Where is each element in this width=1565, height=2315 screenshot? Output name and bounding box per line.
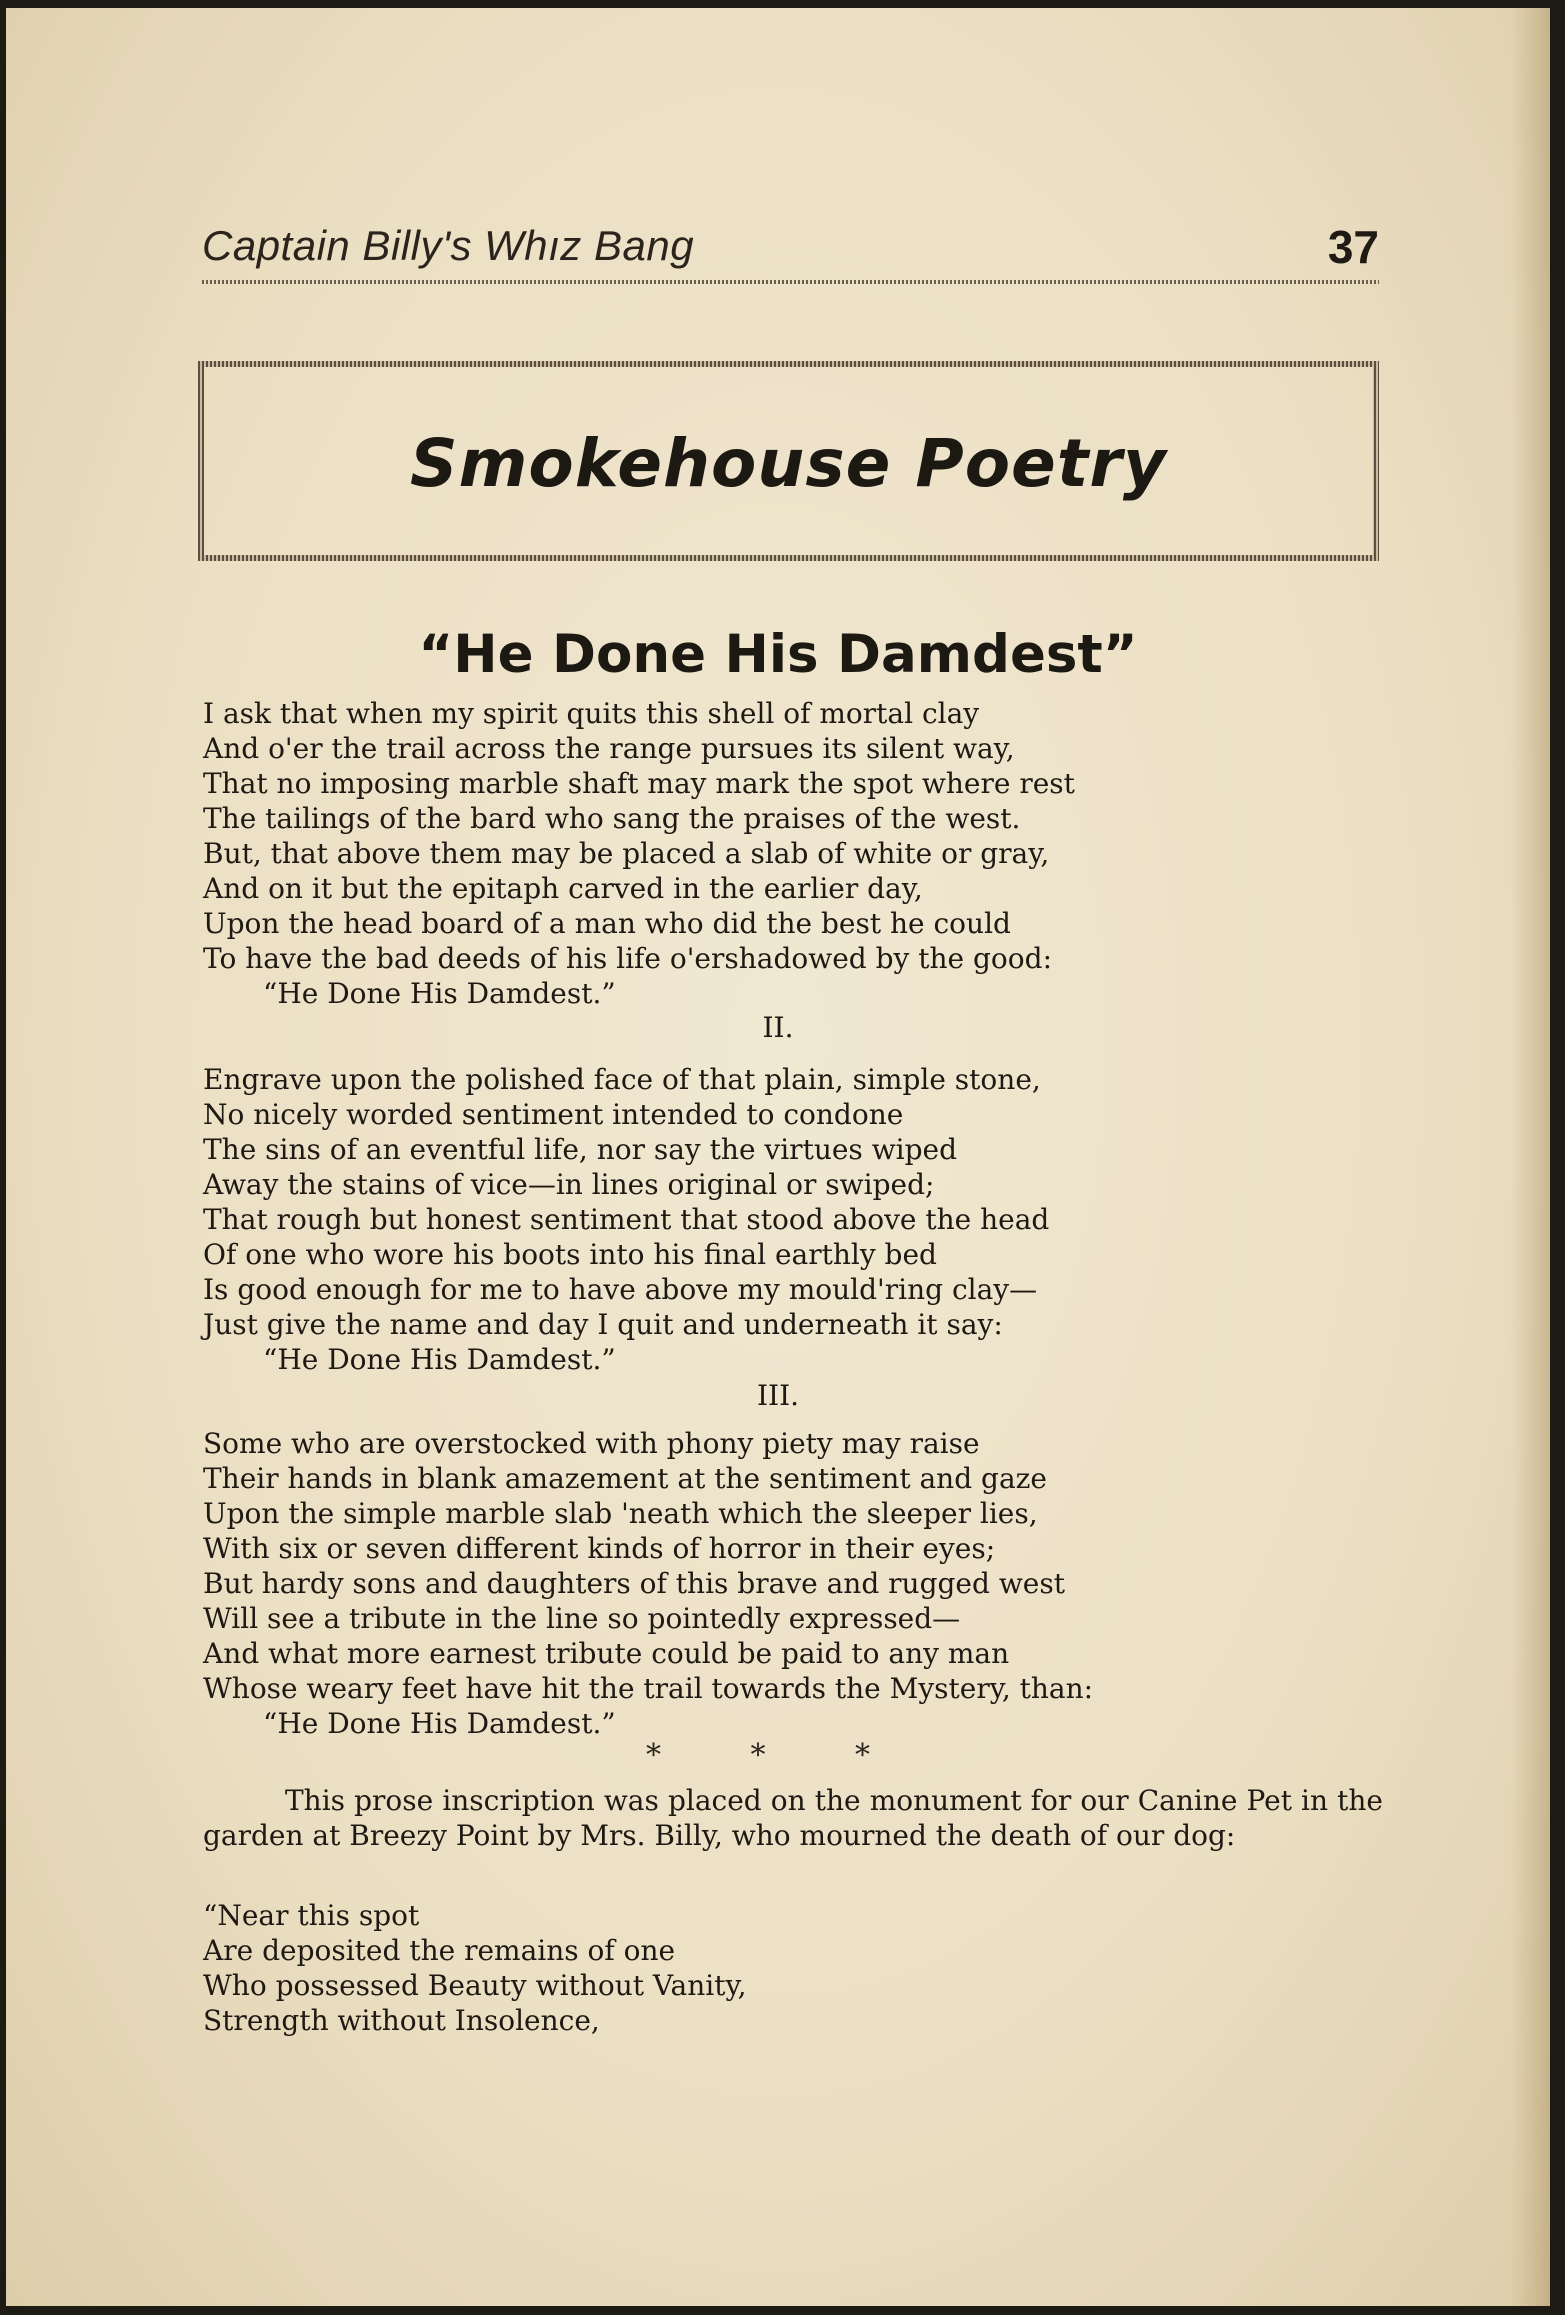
poem-refrain: “He Done His Damdest.” (263, 1343, 616, 1376)
prose-paragraph: This prose inscription was placed on the monument for our Canine Pet in the garden at Breezy Point by Mrs. Billy, who mourned the death of our dog: (203, 1784, 1383, 1852)
poem-line: That rough but honest sentiment that stood above the head (203, 1203, 1050, 1236)
inscription-line: Who possessed Beauty without Vanity, (203, 1969, 747, 2002)
running-title: Captain Billy's Whız Bang (202, 222, 695, 269)
dog-inscription (203, 1898, 1393, 2038)
poem-line: Upon the head board of a man who did the best he could (203, 907, 1011, 940)
stanza-3-number: III. (756, 1379, 800, 1412)
inscription-line: “Near this spot (203, 1899, 420, 1932)
page-header (202, 222, 1379, 282)
poem-line: The sins of an eventful life, nor say the virtues wiped (203, 1133, 958, 1166)
poem-line: Just give the name and day I quit and underneath it say: (203, 1308, 1003, 1341)
poem-line: No nicely worded sentiment intended to condone (203, 1098, 904, 1131)
inscription-line: Strength without Insolence, (203, 2004, 600, 2037)
poem-line: Upon the simple marble slab 'neath which the sleeper lies, (203, 1497, 1038, 1530)
poem-line: Of one who wore his boots into his final earthly bed (203, 1238, 937, 1271)
poem-line: That no imposing marble shaft may mark the spot where rest (203, 767, 1075, 800)
inscription-line: Are deposited the remains of one (203, 1934, 676, 1967)
stanza-2 (203, 1062, 1393, 1377)
poem-line: And o'er the trail across the range pursues its silent way, (203, 732, 1015, 765)
poem-line: With six or seven different kinds of horror in their eyes; (203, 1532, 996, 1565)
poem-line: Will see a tribute in the line so pointedly expressed— (203, 1602, 961, 1635)
poem-line: And on it but the epitaph carved in the earlier day, (203, 872, 923, 905)
magazine-page (6, 8, 1550, 2306)
poem-title: “He Done His Damdest” (418, 624, 1138, 685)
poem-refrain: “He Done His Damdest.” (263, 977, 616, 1010)
poem-line: But hardy sons and daughters of this brave and rugged west (203, 1567, 1065, 1600)
page-number: 37 (1327, 221, 1379, 273)
poem-line: Their hands in blank amazement at the sentiment and gaze (203, 1462, 1047, 1495)
section-title: Smokehouse Poetry (410, 425, 1167, 502)
section-separator: * * * (645, 1738, 911, 1773)
poem-line: And what more earnest tribute could be paid to any man (203, 1637, 1010, 1670)
header-rule (202, 280, 1379, 284)
poem-line: Is good enough for me to have above my mould'ring clay— (203, 1273, 1038, 1306)
poem-line: To have the bad deeds of his life o'ershadowed by the good: (203, 942, 1052, 975)
section-title-box (198, 361, 1379, 561)
stanza-1 (203, 696, 1393, 1011)
poem-refrain: “He Done His Damdest.” (263, 1707, 616, 1740)
poem-line: The tailings of the bard who sang the praises of the west. (203, 802, 1021, 835)
poem-line: Some who are overstocked with phony piety may raise (203, 1427, 980, 1460)
poem-line: I ask that when my spirit quits this shell of mortal clay (203, 697, 980, 730)
poem-line: Engrave upon the polished face of that plain, simple stone, (203, 1063, 1041, 1096)
stanza-3 (203, 1426, 1393, 1741)
stanza-2-number: II. (762, 1011, 794, 1044)
poem-line: Away the stains of vice—in lines original or swiped; (203, 1168, 935, 1201)
poem-line: Whose weary feet have hit the trail towards the Mystery, than: (203, 1672, 1094, 1705)
poem-line: But, that above them may be placed a slab of white or gray, (203, 837, 1050, 870)
